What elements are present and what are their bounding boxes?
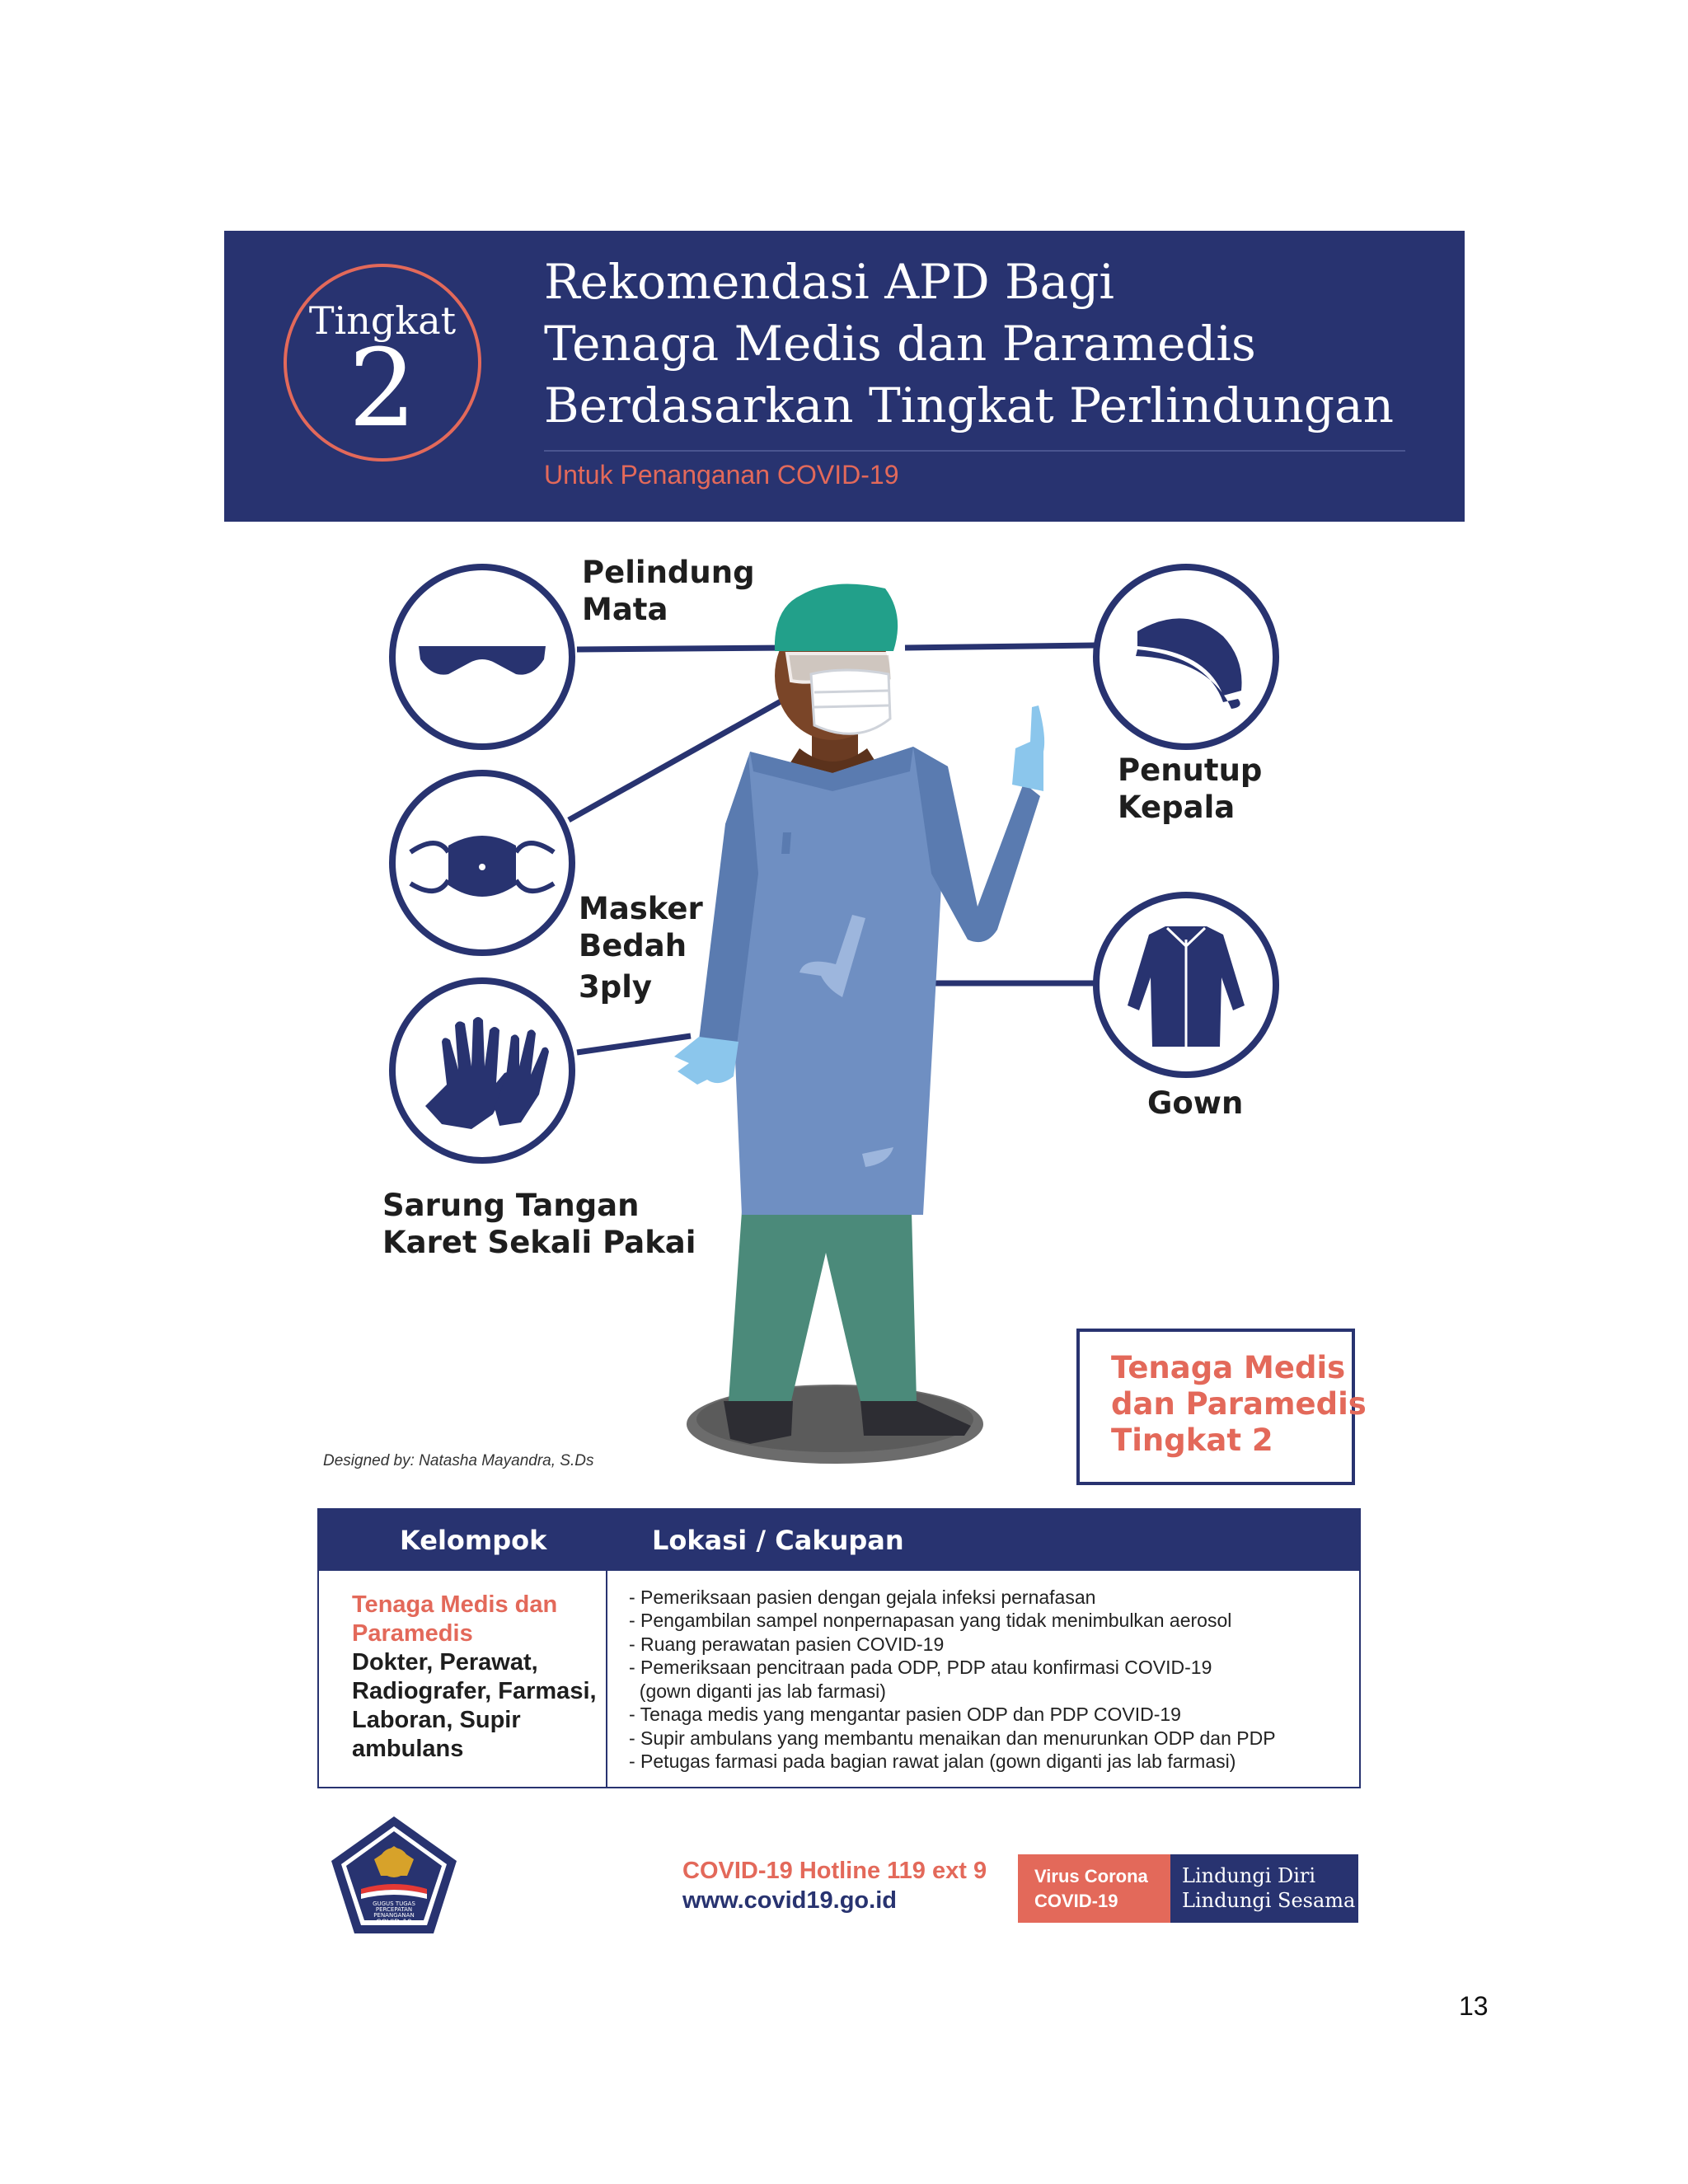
level-word: Tingkat bbox=[308, 298, 457, 343]
header-subtitle: Untuk Penanganan COVID-19 bbox=[544, 460, 899, 490]
eye-connector bbox=[577, 648, 787, 649]
logo-text-1: GUGUS TUGAS bbox=[373, 1900, 415, 1907]
gloves-icon bbox=[389, 977, 575, 1164]
virus-corona-badge bbox=[1018, 1854, 1170, 1923]
location-item: - Pemeriksaan pasien dengan gejala infeksi pernafasan bbox=[629, 1586, 1096, 1608]
logo-text-2: PERCEPATAN bbox=[375, 1906, 413, 1913]
hotline-text: COVID-19 Hotline 119 ext 9 bbox=[682, 1858, 987, 1884]
location-item: - Petugas farmasi pada bagian rawat jalan (gown diganti jas lab farmasi) bbox=[629, 1750, 1236, 1772]
group-member-line-3: Laboran, Supir bbox=[352, 1707, 521, 1733]
table-header-location: Lokasi / Cakupan bbox=[652, 1525, 904, 1556]
head-label-1: Penutup bbox=[1118, 752, 1263, 788]
location-item: - Ruang perawatan pasien COVID-19 bbox=[629, 1633, 945, 1655]
table-header bbox=[319, 1510, 1359, 1571]
level-box-line-3: Tingkat 2 bbox=[1111, 1422, 1273, 1458]
gown-label: Gown bbox=[1147, 1085, 1244, 1121]
location-item: - Pemeriksaan pencitraan pada ODP, PDP atau konfirmasi COVID-19 bbox=[629, 1657, 1212, 1678]
mask-label-2: Bedah bbox=[579, 928, 687, 963]
gloves-label-2: Karet Sekali Pakai bbox=[382, 1225, 696, 1260]
website-link[interactable]: www.covid19.go.id bbox=[682, 1887, 897, 1914]
group-member-line-1: Dokter, Perawat, bbox=[352, 1649, 538, 1675]
task-force-logo bbox=[328, 1813, 460, 1937]
level-box-line-1: Tenaga Medis bbox=[1111, 1350, 1346, 1385]
head-label-2: Kepala bbox=[1118, 790, 1236, 825]
mask-label-1: Masker bbox=[579, 891, 703, 926]
doctor-figure bbox=[674, 584, 1044, 1464]
location-item: - Pengambilan sampel nonpernapasan yang tidak menimbulkan aerosol bbox=[629, 1610, 1232, 1631]
badge-left-line-2: COVID-19 bbox=[1034, 1891, 1118, 1911]
table-header-group: Kelompok bbox=[400, 1525, 547, 1556]
designer-credit: Designed by: Natasha Mayandra, S.Ds bbox=[323, 1452, 594, 1469]
group-member-line-4: ambulans bbox=[352, 1736, 464, 1762]
title-line-2: Tenaga Medis dan Paramedis bbox=[544, 316, 1256, 372]
eye-protection-icon bbox=[389, 564, 575, 750]
head-cover-icon bbox=[1093, 564, 1279, 750]
badge-right-line-1: Lindungi Diri bbox=[1182, 1864, 1316, 1887]
level-box bbox=[1076, 1329, 1367, 1485]
mask-label-3: 3ply bbox=[579, 969, 653, 1005]
table-column-divider bbox=[606, 1571, 607, 1787]
gown-icon bbox=[1093, 892, 1279, 1078]
group-member-line-2: Radiografer, Farmasi, bbox=[352, 1678, 597, 1704]
location-item: - Supir ambulans yang membantu menaikan dan menurunkan ODP dan PDP bbox=[629, 1727, 1276, 1749]
title-line-1: Rekomendasi APD Bagi bbox=[544, 254, 1114, 310]
logo-text-3: PENANGANAN bbox=[373, 1912, 415, 1919]
ppe-table bbox=[317, 1508, 1361, 1788]
level-number: 2 bbox=[348, 326, 417, 451]
gloves-label-1: Sarung Tangan bbox=[382, 1188, 640, 1223]
surgical-mask-icon bbox=[389, 770, 575, 956]
head-connector bbox=[905, 645, 1095, 648]
glove-connector bbox=[577, 1036, 691, 1052]
eye-label-1: Pelindung bbox=[582, 555, 755, 590]
badge-left-line-1: Virus Corona bbox=[1034, 1866, 1148, 1886]
title-line-3: Berdasarkan Tingkat Perlindungan bbox=[544, 377, 1394, 434]
eye-label-2: Mata bbox=[582, 592, 668, 627]
location-item: - Tenaga medis yang mengantar pasien ODP dan PDP COVID-19 bbox=[629, 1704, 1181, 1725]
badge-right-line-2: Lindungi Sesama bbox=[1182, 1889, 1356, 1912]
group-title-line-1: Tenaga Medis dan bbox=[352, 1591, 558, 1618]
slogan-badge bbox=[1170, 1854, 1358, 1923]
level-box-line-2: dan Paramedis bbox=[1111, 1386, 1367, 1422]
logo-text-4: COVID-19 bbox=[376, 1919, 412, 1927]
page-number: 13 bbox=[1459, 1991, 1489, 2021]
group-title-line-2: Paramedis bbox=[352, 1620, 473, 1647]
location-item: (gown diganti jas lab farmasi) bbox=[629, 1680, 886, 1702]
